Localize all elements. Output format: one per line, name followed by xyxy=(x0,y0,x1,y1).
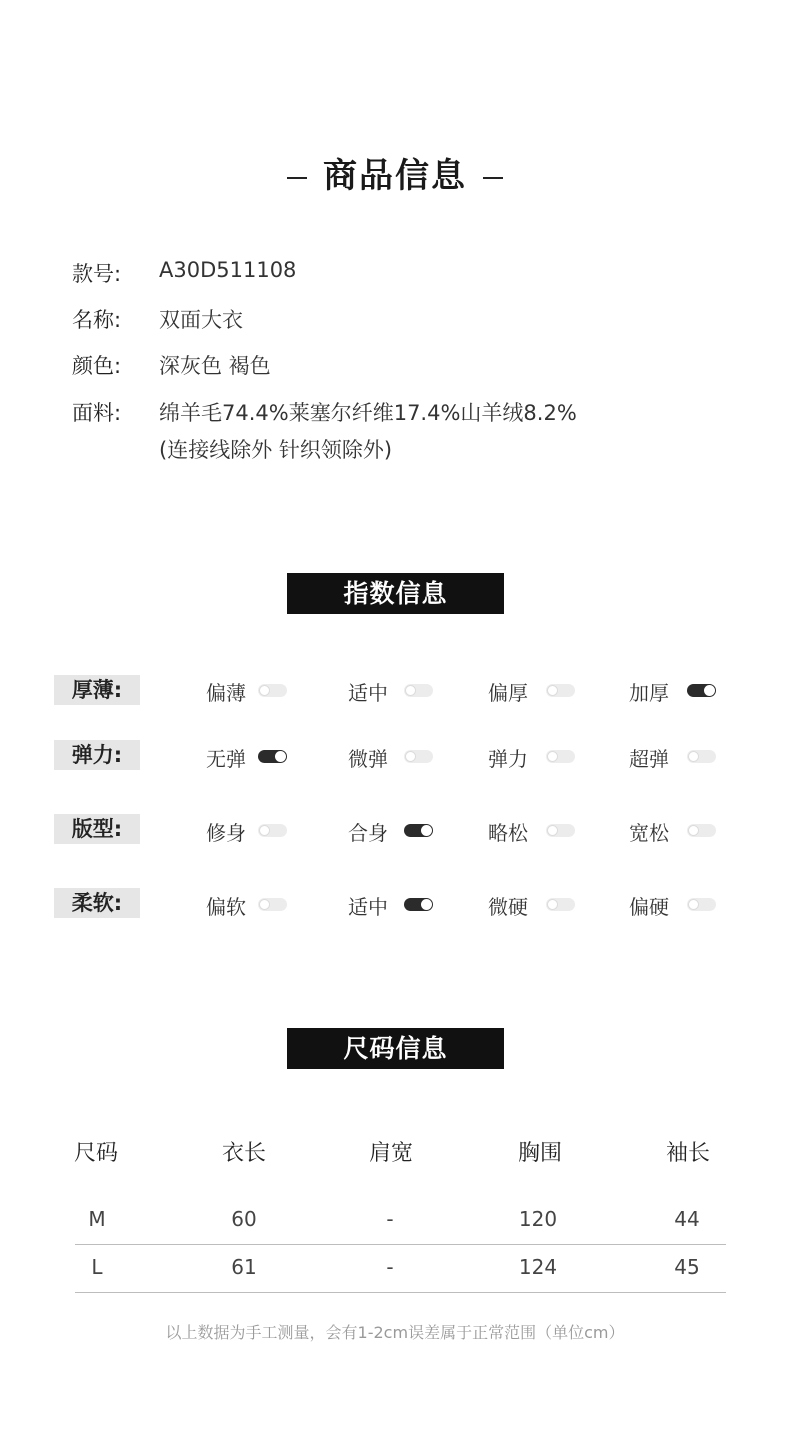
index-label-softness: 柔软: xyxy=(54,888,140,918)
length-col-header: 衣长 xyxy=(221,1141,266,1166)
size-note: 以上数据为手工测量，会有1-2cm误差属于正常范围（单位cm） xyxy=(165,1323,625,1342)
table-row-divider xyxy=(75,1244,726,1245)
option-label: 修身 xyxy=(206,821,246,845)
table-cell: 120 xyxy=(518,1207,558,1231)
index-label-fit: 版型: xyxy=(54,814,140,844)
color-label: 颜色: xyxy=(72,354,122,378)
toggle-on-icon xyxy=(404,898,433,911)
toggle-off-icon xyxy=(546,824,575,837)
sleeve-col-header: 袖长 xyxy=(665,1141,710,1166)
option-label: 适中 xyxy=(348,895,388,919)
option-label: 偏硬 xyxy=(629,895,669,919)
option-label: 适中 xyxy=(348,681,388,705)
option-label: 弹力 xyxy=(488,747,528,771)
index-label-thickness: 厚薄: xyxy=(54,675,140,705)
toggle-off-icon xyxy=(404,684,433,697)
table-cell: 44 xyxy=(674,1207,700,1231)
option-label: 偏软 xyxy=(206,895,246,919)
option-label: 略松 xyxy=(488,821,528,845)
index-section-header: 指数信息 xyxy=(287,573,504,614)
toggle-off-icon xyxy=(258,684,287,697)
option-label: 微弹 xyxy=(348,747,388,771)
toggle-off-icon xyxy=(687,750,716,763)
toggle-off-icon xyxy=(258,898,287,911)
index-label-elasticity: 弹力: xyxy=(54,740,140,770)
toggle-off-icon xyxy=(546,750,575,763)
table-cell: 124 xyxy=(518,1255,558,1279)
table-cell: 61 xyxy=(231,1255,257,1279)
code-label: 款号: xyxy=(72,262,122,286)
title-dash-left xyxy=(287,177,307,179)
option-label: 微硬 xyxy=(488,895,528,919)
shoulder-col-header: 肩宽 xyxy=(368,1141,413,1166)
toggle-off-icon xyxy=(404,750,433,763)
page-title-text: 商品信息 xyxy=(323,156,467,196)
table-cell: M xyxy=(88,1207,106,1231)
size-section-header: 尺码信息 xyxy=(287,1028,504,1069)
toggle-on-icon xyxy=(687,684,716,697)
option-label: 偏厚 xyxy=(488,681,528,705)
table-cell: - xyxy=(386,1255,394,1279)
table-cell: 60 xyxy=(231,1207,257,1231)
option-label: 偏薄 xyxy=(206,681,246,705)
toggle-off-icon xyxy=(687,824,716,837)
option-label: 超弹 xyxy=(629,747,669,771)
table-cell: L xyxy=(91,1255,103,1279)
code-value: A30D511108 xyxy=(159,258,297,282)
option-label: 无弹 xyxy=(206,747,246,771)
option-label: 宽松 xyxy=(629,821,669,845)
toggle-off-icon xyxy=(687,898,716,911)
toggle-off-icon xyxy=(546,684,575,697)
title-dash-right xyxy=(483,177,503,179)
toggle-off-icon xyxy=(258,824,287,837)
size-col-header: 尺码 xyxy=(73,1141,118,1166)
table-cell: - xyxy=(386,1207,394,1231)
name-value: 双面大衣 xyxy=(159,308,243,332)
toggle-on-icon xyxy=(258,750,287,763)
table-cell: 45 xyxy=(674,1255,700,1279)
option-label: 加厚 xyxy=(629,681,669,705)
page-title xyxy=(0,148,790,197)
name-label: 名称: xyxy=(72,308,122,332)
fabric-label: 面料: xyxy=(72,401,122,425)
toggle-on-icon xyxy=(404,824,433,837)
toggle-off-icon xyxy=(546,898,575,911)
fabric-note: (连接线除外 针织领除外) xyxy=(159,438,393,462)
chest-col-header: 胸围 xyxy=(517,1141,562,1166)
color-value: 深灰色 褐色 xyxy=(159,354,271,378)
table-row-divider xyxy=(75,1292,726,1293)
option-label: 合身 xyxy=(348,821,388,845)
fabric-value: 绵羊毛74.4%莱塞尔纤维17.4%山羊绒8.2% xyxy=(159,401,577,425)
